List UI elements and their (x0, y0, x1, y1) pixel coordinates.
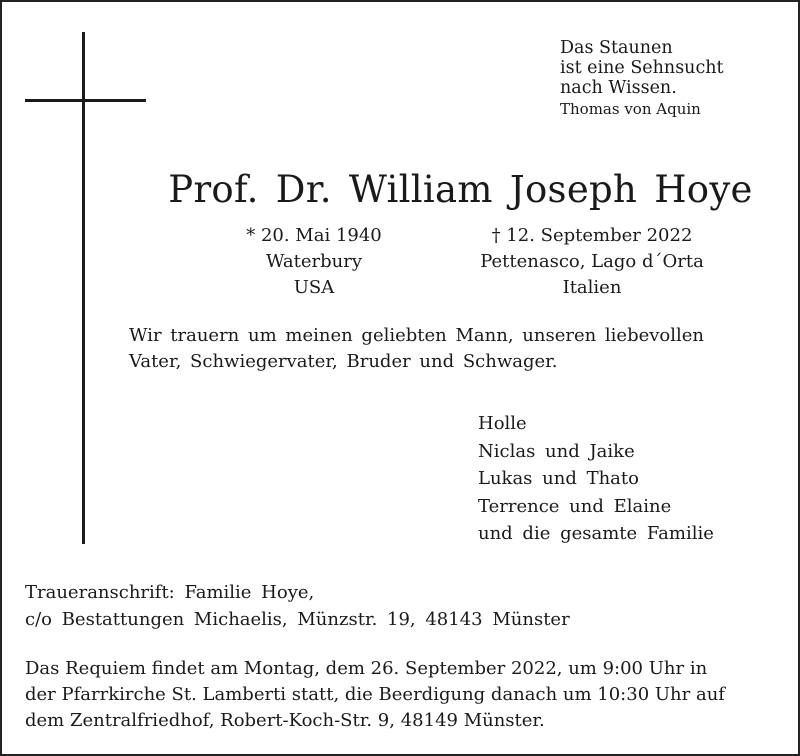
family-member: Holle (478, 413, 527, 434)
family-member: Lukas und Thato (478, 468, 639, 489)
requiem-line: Das Requiem findet am Montag, dem 26. September 2022, um 9:00 Uhr in (25, 658, 708, 679)
quote-line: nach Wissen. (560, 78, 677, 98)
birth-place: Waterbury (265, 251, 363, 272)
quote-line: ist eine Sehnsucht (560, 58, 724, 78)
death-place: Pettenasco, Lago d´Orta (480, 251, 704, 272)
quote-author: Thomas von Aquin (560, 100, 701, 118)
mourning-text (129, 323, 779, 375)
cross-horizontal-beam (25, 99, 146, 102)
requiem-line: der Pfarrkirche St. Lamberti statt, die Beerdigung danach um 10:30 Uhr auf (25, 684, 725, 705)
family-member: und die gesamte Familie (478, 523, 714, 544)
death-info (462, 223, 722, 301)
death-date: † 12. September 2022 (491, 225, 693, 246)
family-member: Terrence und Elaine (478, 495, 672, 517)
birth-date: * 20. Mai 1940 (246, 225, 382, 246)
deceased-name: Prof. Dr. William Joseph Hoye (168, 168, 753, 211)
mourning-line: Wir trauern um meinen geliebten Mann, unseren liebevollen (129, 325, 705, 346)
quote-line: Das Staunen (560, 38, 673, 58)
family-list (478, 410, 714, 548)
requiem-line: dem Zentralfriedhof, Robert-Koch-Str. 9, 48149 Münster. (25, 710, 545, 731)
death-country: Italien (562, 277, 622, 298)
family-member: Niclas und Jaike (478, 440, 635, 462)
address-line: c/o Bestattungen Michaelis, Münzstr. 19, 48143 Münster (25, 609, 570, 630)
quote-block (560, 38, 724, 120)
address-line: Traueranschrift: Familie Hoye, (25, 582, 315, 603)
cross-vertical-beam (82, 32, 85, 544)
mourning-address (25, 579, 570, 633)
mourning-line: Vater, Schwiegervater, Bruder und Schwager. (129, 351, 558, 372)
requiem-info (25, 656, 775, 734)
birth-country: USA (293, 277, 335, 298)
birth-info (224, 223, 404, 301)
